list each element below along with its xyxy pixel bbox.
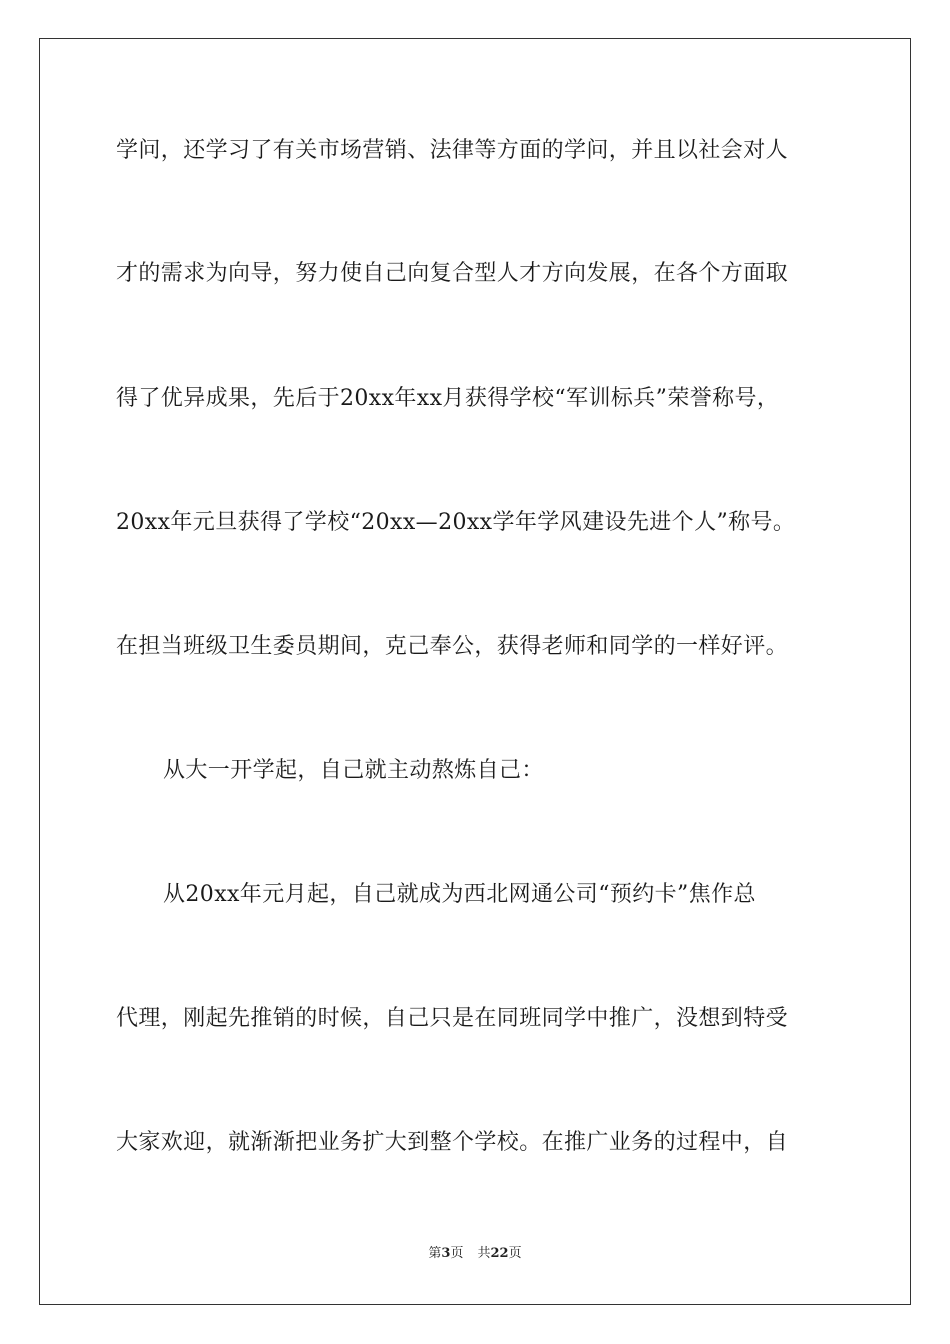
- body-text-line: 学问，还学习了有关市场营销、法律等方面的学问，并且以社会对人: [116, 138, 789, 163]
- paragraph-first-line: 从大一开学起，自己就主动熬炼自己：: [163, 758, 544, 783]
- body-text-line: 得了优异成果，先后于20xx年xx月获得学校“军训标兵”荣誉称号，: [116, 386, 780, 411]
- body-text-line: 代理，刚起先推销的时候，自己只是在同班同学中推广，没想到特受: [116, 1006, 789, 1031]
- page-prefix: 第: [428, 1246, 442, 1261]
- body-text-line: 20xx年元旦获得了学校“20xx—20xx学年学风建设先进个人”称号。: [116, 510, 796, 535]
- page-number: 3: [441, 1246, 451, 1261]
- body-text-line: 大家欢迎，就渐渐把业务扩大到整个学校。在推广业务的过程中，自: [116, 1130, 789, 1155]
- body-text-line: 才的需求为向导，努力使自己向复合型人才方向发展，在各个方面取: [116, 261, 789, 286]
- paragraph-first-line: 从20xx年元月起，自己就成为西北网通公司“预约卡”焦作总: [163, 882, 756, 907]
- total-pages: 22: [490, 1246, 509, 1261]
- body-text-line: 在担当班级卫生委员期间，克己奉公，获得老师和同学的一样好评。: [116, 634, 789, 659]
- page-border: [39, 38, 911, 1305]
- page-suffix: 页: [450, 1246, 464, 1261]
- total-suffix: 页: [508, 1246, 522, 1261]
- page-footer: [0, 1245, 950, 1263]
- total-prefix: 共: [477, 1246, 491, 1261]
